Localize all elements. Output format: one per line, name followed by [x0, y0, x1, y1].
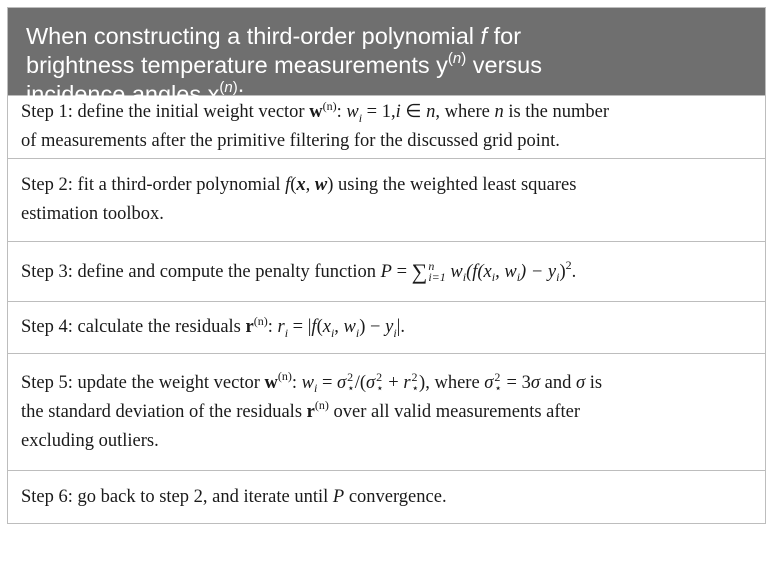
step-6-row: Step 6: go back to step 2, and iterate until P convergence. [8, 470, 765, 523]
table-header [8, 8, 765, 107]
step-5-row: Step 5: update the weight vector $w^{(n)}$: $w_i = \sigma$ 2 ⋆ /(σ 2 ⋆ + r 2 ⋆ ), where σ 2 ⋆ = 3σ and σ is the standard deviation of the residuals $r^{(n)}$ over all valid measurements after excluding outliers. [8, 353, 765, 470]
header-line-2: brightness temperature measurements $y^{(n)}$ versus [26, 50, 542, 78]
header-line-3: incidence angles $x^{(n)}$: [26, 79, 245, 107]
step-1-row: Step 1: define the initial weight vector $w^{(n)}$: $w_i = 1,i$ ∈ n, where n is the number of measurements after the primitive filtering for the discussed grid point. [8, 95, 765, 158]
algorithm-table [7, 7, 766, 524]
step-3-row: Step 3: define and compute the penalty function P = ∑ n i=1 $w_i(f(x_i$, $w_i) - y_i)^2$. [8, 241, 765, 301]
step-4-row: Step 4: calculate the residuals $r^{(n)}$: $r_i = |f(x_i$, $w_i) - y_i|$. [8, 301, 765, 353]
step-2-row: Step 2: fit a third-order polynomial f(x, w) using the weighted least squares estimation toolbox. [8, 158, 765, 241]
header-line-1: When constructing a third-order polynomial f for [26, 23, 522, 49]
summation-symbol: ∑ [411, 258, 428, 284]
